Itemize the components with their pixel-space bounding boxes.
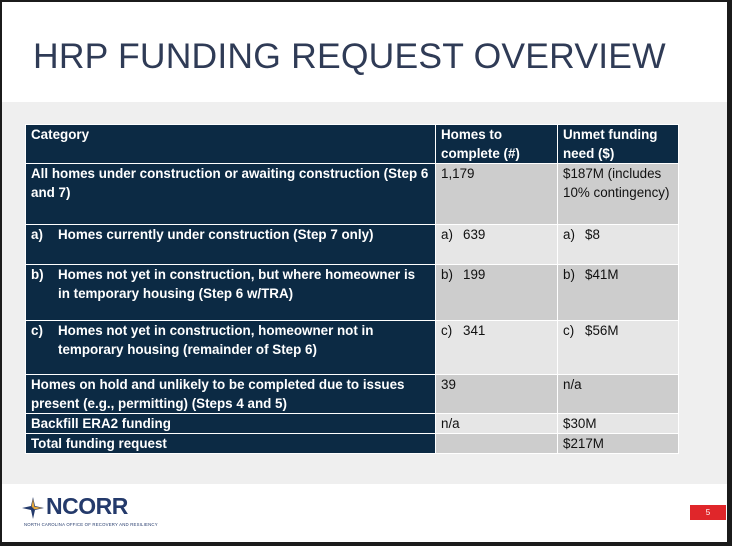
row-funding: $30M: [558, 414, 679, 434]
logo-subtitle: NORTH CAROLINA OFFICE OF RECOVERY AND RESILIENCY: [24, 522, 158, 527]
row-marker: c): [31, 323, 43, 338]
row-category-text: Homes currently under construction (Step 7 only): [58, 227, 374, 242]
row-category: Backfill ERA2 funding: [26, 414, 436, 434]
title-band: [2, 2, 727, 102]
table-row: [26, 164, 679, 225]
slide-title: HRP FUNDING REQUEST OVERVIEW: [33, 36, 666, 76]
table-header-row: [26, 125, 679, 164]
row-category: [26, 321, 436, 375]
funding-value: $8: [585, 227, 600, 242]
homes-marker: c): [441, 323, 453, 338]
row-category: [26, 265, 436, 321]
funding-marker: a): [563, 227, 575, 242]
table-row: [26, 321, 679, 375]
row-category: [26, 225, 436, 265]
header-category: Category: [26, 125, 436, 164]
table-row: [26, 265, 679, 321]
table-row: [26, 225, 679, 265]
homes-value: 341: [463, 323, 486, 338]
table-row: [26, 434, 679, 454]
ncorr-star-icon: [22, 497, 44, 519]
row-funding: [558, 265, 679, 321]
header-funding: Unmet funding need ($): [558, 125, 679, 164]
table-row: [26, 375, 679, 414]
row-homes: [436, 321, 558, 375]
page-number: 5: [690, 505, 726, 520]
row-funding: [558, 321, 679, 375]
funding-marker: c): [563, 323, 575, 338]
row-category: All homes under construction or awaiting construction (Step 6 and 7): [26, 164, 436, 225]
row-funding: $187M (includes 10% contingency): [558, 164, 679, 225]
funding-value: $56M: [585, 323, 619, 338]
row-category: Total funding request: [26, 434, 436, 454]
row-homes: 1,179: [436, 164, 558, 225]
row-homes: n/a: [436, 414, 558, 434]
ncorr-logo: [22, 493, 158, 532]
row-homes: [436, 265, 558, 321]
row-category: Homes on hold and unlikely to be completed due to issues present (e.g., permitting) (Steps 4 and 5): [26, 375, 436, 414]
row-homes: [436, 225, 558, 265]
funding-value: $41M: [585, 267, 619, 282]
funding-table: [25, 124, 679, 454]
row-homes: 39: [436, 375, 558, 414]
logo-text: NCORR: [46, 493, 128, 519]
row-homes: [436, 434, 558, 454]
homes-marker: a): [441, 227, 453, 242]
header-homes: Homes to complete (#): [436, 125, 558, 164]
row-funding: [558, 225, 679, 265]
row-funding: n/a: [558, 375, 679, 414]
row-funding: $217M: [558, 434, 679, 454]
row-category-text: Homes not yet in construction, but where homeowner is in temporary housing (Step 6 w/TRA): [58, 267, 416, 301]
homes-value: 199: [463, 267, 486, 282]
homes-marker: b): [441, 267, 453, 282]
row-marker: b): [31, 267, 44, 282]
row-category-text: Homes not yet in construction, homeowner not in temporary housing (remainder of Step 6): [58, 323, 374, 357]
homes-value: 639: [463, 227, 486, 242]
row-marker: a): [31, 227, 43, 242]
funding-marker: b): [563, 267, 575, 282]
table-row: [26, 414, 679, 434]
